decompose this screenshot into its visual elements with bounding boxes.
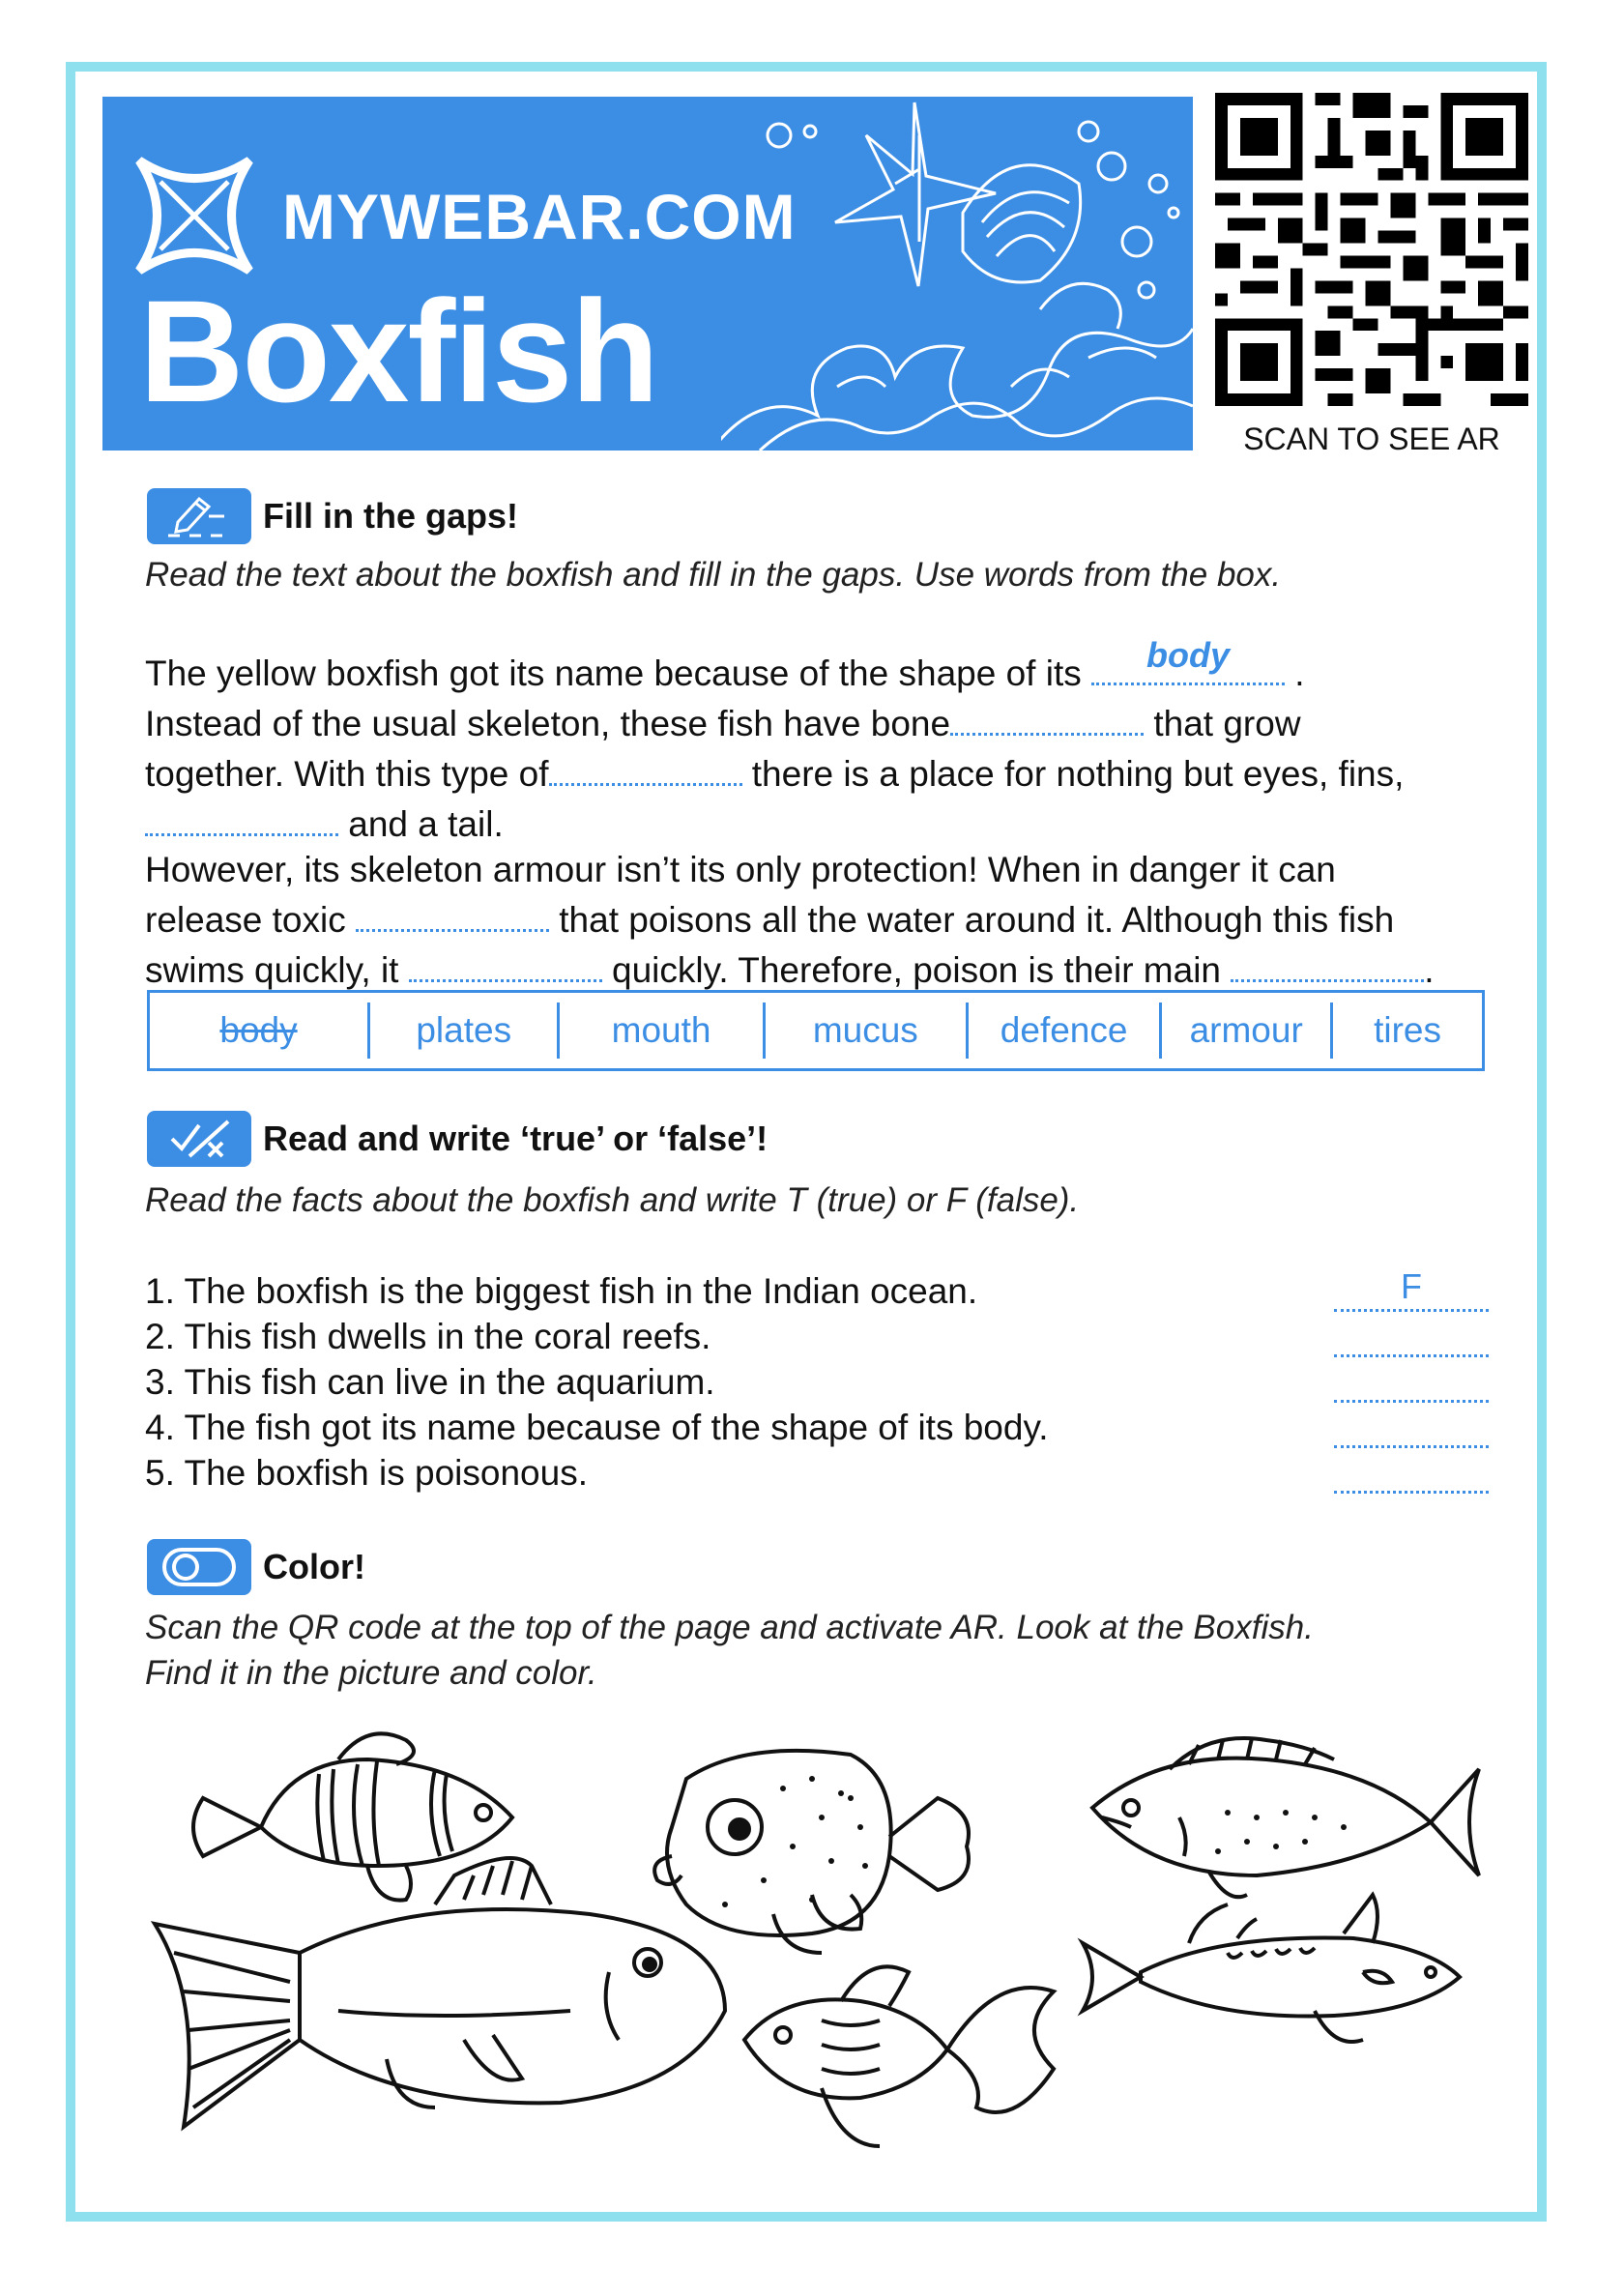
qr-caption: SCAN TO SEE AR xyxy=(1243,421,1500,456)
brand-name: MYWEBAR.COM xyxy=(282,181,797,252)
goldfish-drawing[interactable] xyxy=(744,1966,1054,2146)
qr-code[interactable] xyxy=(1214,93,1529,406)
fill-gaps-header xyxy=(147,486,518,546)
clownfish-drawing[interactable] xyxy=(193,1733,512,1900)
gap-1[interactable] xyxy=(1091,635,1285,685)
gap-text-part: and a tail. xyxy=(348,804,504,844)
gap-text-part: together. With this type of xyxy=(145,754,549,794)
tf-answer-field[interactable] xyxy=(1334,1318,1489,1357)
tf-statement: 2. This fish dwells in the coral reefs. xyxy=(145,1317,711,1356)
page-title: Boxfish xyxy=(139,270,658,432)
gap-text-part: release toxic xyxy=(145,900,346,940)
color-heading: Color! xyxy=(263,1547,365,1586)
tf-row xyxy=(145,1266,1489,1312)
gap-4[interactable] xyxy=(145,797,338,836)
mackerel-drawing[interactable] xyxy=(1083,1895,1460,2042)
gap-text-part: However, its skeleton armour isn’t its only protection! When in danger it can xyxy=(145,850,1336,889)
tf-answer-field[interactable] xyxy=(1334,1363,1489,1403)
tf-row xyxy=(145,1403,1489,1448)
header-banner xyxy=(102,97,1193,450)
tf-row xyxy=(145,1357,1489,1403)
gap-text-part: . xyxy=(1424,950,1435,990)
gap-2[interactable] xyxy=(950,696,1144,736)
true-false-header xyxy=(147,1109,768,1169)
gap-text-part: Instead of the usual skeleton, these fish have bone xyxy=(145,704,951,743)
fill-gaps-heading: Fill in the gaps! xyxy=(263,496,519,536)
gap-5[interactable] xyxy=(356,892,549,932)
gap-text-part: swims quickly, it xyxy=(145,950,399,990)
gap-1-answer: body xyxy=(1146,635,1231,675)
gap-text-part: . xyxy=(1294,654,1305,693)
word-option[interactable]: armour xyxy=(1162,1003,1333,1059)
tf-answer-field[interactable] xyxy=(1334,1409,1489,1448)
check-cross-icon xyxy=(147,1111,251,1167)
sea-doodle-art xyxy=(721,97,1193,450)
striped-fish-drawing[interactable] xyxy=(155,1858,725,2127)
gap-line-6 xyxy=(145,892,1498,943)
tf-answer-field[interactable] xyxy=(1334,1454,1489,1494)
gap-line-4 xyxy=(145,797,1498,847)
tf-answer-field[interactable]: F xyxy=(1334,1272,1489,1312)
toggle-icon xyxy=(147,1539,251,1595)
word-option[interactable]: defence xyxy=(969,1003,1162,1059)
word-option[interactable]: mouth xyxy=(560,1003,765,1059)
mywebar-logo-icon xyxy=(131,153,257,278)
tf-statement: 1. The boxfish is the biggest fish in the Indian ocean. xyxy=(145,1271,978,1311)
true-false-list xyxy=(145,1266,1489,1494)
color-instruction-2: Find it in the picture and color. xyxy=(145,1654,597,1692)
word-option[interactable]: tires xyxy=(1374,1010,1441,1050)
gap-text-part: quickly. Therefore, poison is their main xyxy=(612,950,1221,990)
gap-6[interactable] xyxy=(409,943,602,982)
color-instruction-1: Scan the QR code at the top of the page and activate AR. Look at the Boxfish. xyxy=(145,1609,1314,1646)
gap-text-part: there is a place for nothing but eyes, fins, xyxy=(751,754,1405,794)
true-false-heading: Read and write ‘true’ or ‘false’! xyxy=(263,1119,768,1158)
gap-text xyxy=(145,635,1498,993)
pencil-icon xyxy=(147,488,251,544)
word-option[interactable]: plates xyxy=(370,1003,560,1059)
word-box xyxy=(147,990,1485,1071)
word-option[interactable]: body xyxy=(150,1003,370,1059)
gap-3[interactable] xyxy=(549,746,742,786)
gap-text-part: that poisons all the water around it. Although this fish xyxy=(559,900,1395,940)
tf-row xyxy=(145,1448,1489,1494)
gap-line-7 xyxy=(145,943,1498,993)
word-option[interactable]: mucus xyxy=(766,1003,969,1059)
tf-row xyxy=(145,1312,1489,1357)
gap-line-5 xyxy=(145,847,1498,892)
gap-7[interactable] xyxy=(1231,943,1424,982)
boxfish-drawing[interactable] xyxy=(654,1751,969,1953)
fill-gaps-instruction: Read the text about the boxfish and fill in the gaps. Use words from the box. xyxy=(145,556,1282,594)
dotted-fish-drawing[interactable] xyxy=(1092,1738,1479,1897)
tf-statement: 5. The boxfish is poisonous. xyxy=(145,1453,588,1493)
gap-text-part: The yellow boxfish got its name because of the shape of its xyxy=(145,654,1082,693)
true-false-instruction: Read the facts about the boxfish and write T (true) or F (false). xyxy=(145,1181,1080,1219)
color-header xyxy=(147,1537,365,1597)
tf-statement: 3. This fish can live in the aquarium. xyxy=(145,1362,715,1402)
gap-line-3 xyxy=(145,746,1498,797)
gap-line-1 xyxy=(145,635,1498,696)
tf-statement: 4. The fish got its name because of the shape of its body. xyxy=(145,1408,1049,1447)
gap-text-part: that grow xyxy=(1153,704,1301,743)
gap-line-2 xyxy=(145,696,1498,746)
fish-coloring-illustration[interactable] xyxy=(145,1721,1498,2185)
